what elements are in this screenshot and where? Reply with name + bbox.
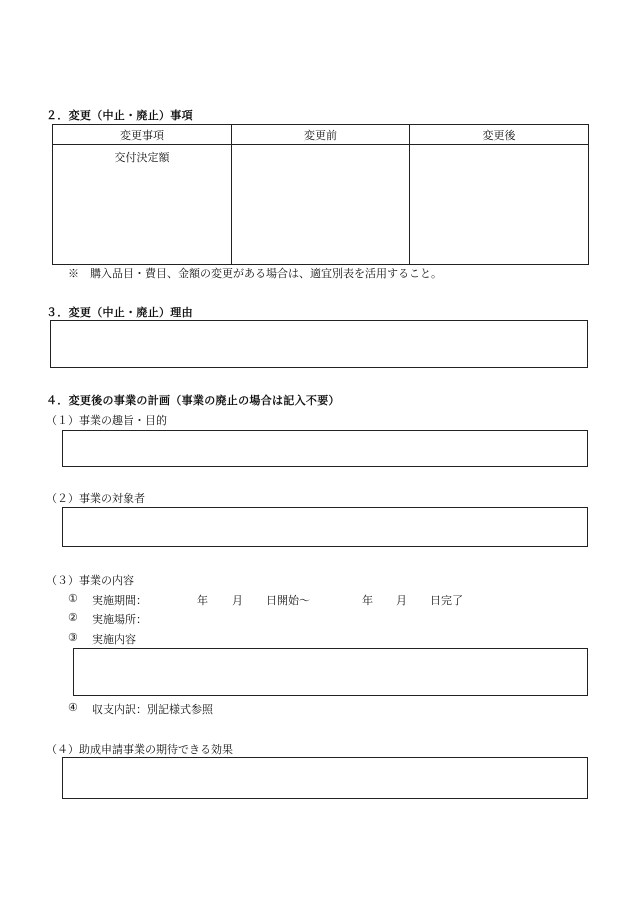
item-4-number: ④: [68, 701, 78, 714]
reason-input-box[interactable]: [50, 320, 588, 368]
header-before-change: 変更前: [232, 125, 410, 145]
start-year-label: 年: [197, 594, 208, 607]
budget-breakdown-label: 収支内訳：別記様式参照: [92, 703, 213, 716]
end-month-label: 月: [396, 594, 407, 607]
expected-effect-input-box[interactable]: [62, 757, 588, 799]
implementation-period-label: 実施期間：: [92, 594, 147, 607]
subsection-2-heading: （２）事業の対象者: [46, 492, 145, 505]
implementation-content-input-box[interactable]: [73, 648, 588, 696]
change-table-header-row: [53, 125, 589, 145]
start-month-label: 月: [232, 594, 243, 607]
item-2-number: ②: [68, 611, 78, 624]
change-table: [52, 124, 589, 265]
purpose-input-box[interactable]: [62, 430, 588, 467]
start-day-label: 日開始～: [266, 594, 310, 607]
header-change-item: 変更事項: [53, 125, 232, 145]
header-after-change: 変更後: [410, 125, 589, 145]
cell-change-item[interactable]: 交付決定額: [53, 145, 232, 265]
section-4-heading: ４．変更後の事業の計画（事業の廃止の場合は記入不要）: [46, 394, 340, 407]
end-day-label: 日完了: [430, 594, 463, 607]
implementation-place-label: 実施場所：: [92, 613, 147, 626]
cell-after-change[interactable]: [410, 145, 589, 265]
end-year-label: 年: [362, 594, 373, 607]
subsection-4-heading: （４）助成申請事業の期待できる効果: [46, 743, 233, 756]
subsection-1-heading: （１）事業の趣旨・目的: [46, 414, 167, 427]
item-3-number: ③: [68, 631, 78, 644]
implementation-content-label: 実施内容: [92, 633, 136, 646]
item-1-number: ①: [68, 592, 78, 605]
subsection-3-heading: （３）事業の内容: [46, 574, 134, 587]
section-2-note: ※ 購入品目・費目、金額の変更がある場合は、適宜別表を活用すること。: [68, 267, 442, 280]
section-2-heading: ２．変更（中止・廃止）事項: [46, 109, 193, 122]
table-row: [53, 145, 589, 265]
cell-before-change[interactable]: [232, 145, 410, 265]
target-audience-input-box[interactable]: [62, 507, 588, 547]
section-3-heading: ３．変更（中止・廃止）理由: [46, 306, 193, 319]
